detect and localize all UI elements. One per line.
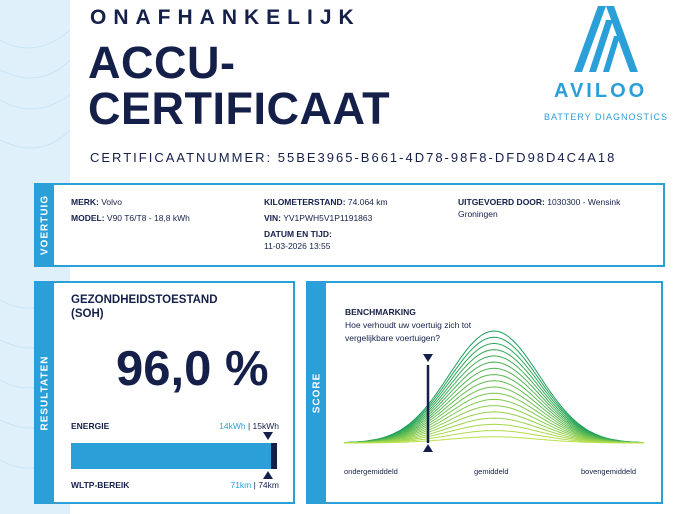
km-label: KILOMETERSTAND: (264, 197, 346, 207)
datetime-value: 11-03-2026 13:55 (264, 241, 331, 251)
results-tab (36, 283, 54, 502)
range-label: WLTP-BEREIK (71, 480, 130, 490)
range-current: 71km (230, 480, 252, 490)
model-value: V90 T6/T8 - 18,8 kWh (106, 213, 190, 223)
merk-label: MERK: (71, 197, 99, 207)
certificate-number: CERTIFICAATNUMMER: 55BE3965-B661-4D78-98F8-DFD98D4C4A18 (90, 150, 617, 165)
vehicle-model (71, 212, 190, 224)
by-value-line-1: 1030300 - Wensink (547, 197, 621, 207)
soh-title-line-2: (SOH) (71, 308, 104, 320)
axis-label-mid: gemiddeld (474, 467, 509, 476)
range-values (230, 480, 279, 490)
score-tab-label: SCORE (311, 372, 323, 413)
curve-line (344, 350, 644, 443)
energy-nominal: 15kWh (252, 421, 279, 431)
benchmark-marker-top-icon (423, 354, 433, 362)
vehicle-merk (71, 196, 122, 208)
vehicle-tab-label: VOERTUIG (39, 194, 51, 256)
vehicle-tab (36, 185, 54, 265)
title-line-2: CERTIFICAAT (88, 83, 391, 134)
energy-label: ENERGIE (71, 421, 110, 431)
vin-label: VIN: (264, 213, 281, 223)
vehicle-performed-by (458, 196, 658, 220)
range-marker-icon (263, 471, 273, 479)
results-tab-label: RESULTATEN (39, 355, 51, 430)
title-line-1: ACCU- (88, 37, 236, 88)
soh-title (71, 293, 218, 321)
range-nominal: 74km (258, 480, 279, 490)
score-panel (306, 281, 663, 504)
header-kicker: ONAFHANKELIJK (90, 6, 361, 29)
model-label: MODEL: (71, 213, 105, 223)
range-separator: | (251, 480, 259, 490)
datetime-label: DATUM EN TIJD: (264, 229, 332, 239)
benchmark-marker-bottom-icon (423, 444, 433, 452)
vehicle-vin (264, 212, 372, 224)
soh-value: 96,0 % (116, 342, 269, 396)
score-tab (308, 283, 326, 502)
vehicle-datetime (264, 228, 332, 252)
km-value: 74.064 km (347, 197, 388, 207)
vehicle-km (264, 196, 388, 208)
by-value-line-2: Groningen (458, 209, 498, 219)
curve-line (344, 337, 644, 442)
energy-current: 14kWh (219, 421, 246, 431)
benchmark-question: Hoe verhoudt uw voertuig zich tot vergelijkbare voertuigen? (345, 320, 472, 343)
curve-line (344, 375, 644, 443)
vin-value: YV1PWH5V1P1191863 (283, 213, 373, 223)
curve-line (344, 387, 644, 443)
benchmark-title: BENCHMARKING (345, 307, 416, 317)
soh-title-line-1: GEZONDHEIDSTOESTAND (71, 294, 218, 306)
energy-marker-icon (263, 432, 273, 440)
axis-label-low: ondergemiddeld (344, 467, 398, 476)
logo-subtitle: BATTERY DIAGNOSTICS (544, 112, 669, 122)
soh-bar (71, 443, 277, 469)
results-panel (34, 281, 295, 504)
page-title (88, 37, 391, 134)
merk-value: Volvo (101, 197, 123, 207)
soh-bar-cap (271, 443, 277, 469)
logo-mark-icon (568, 6, 638, 72)
logo-wordmark: AVILOO (554, 80, 648, 102)
by-label: UITGEVOERD DOOR: (458, 197, 545, 207)
vehicle-panel (34, 183, 665, 267)
axis-label-high: bovengemiddeld (581, 467, 637, 476)
energy-separator: | (245, 421, 253, 431)
energy-values (219, 421, 279, 431)
